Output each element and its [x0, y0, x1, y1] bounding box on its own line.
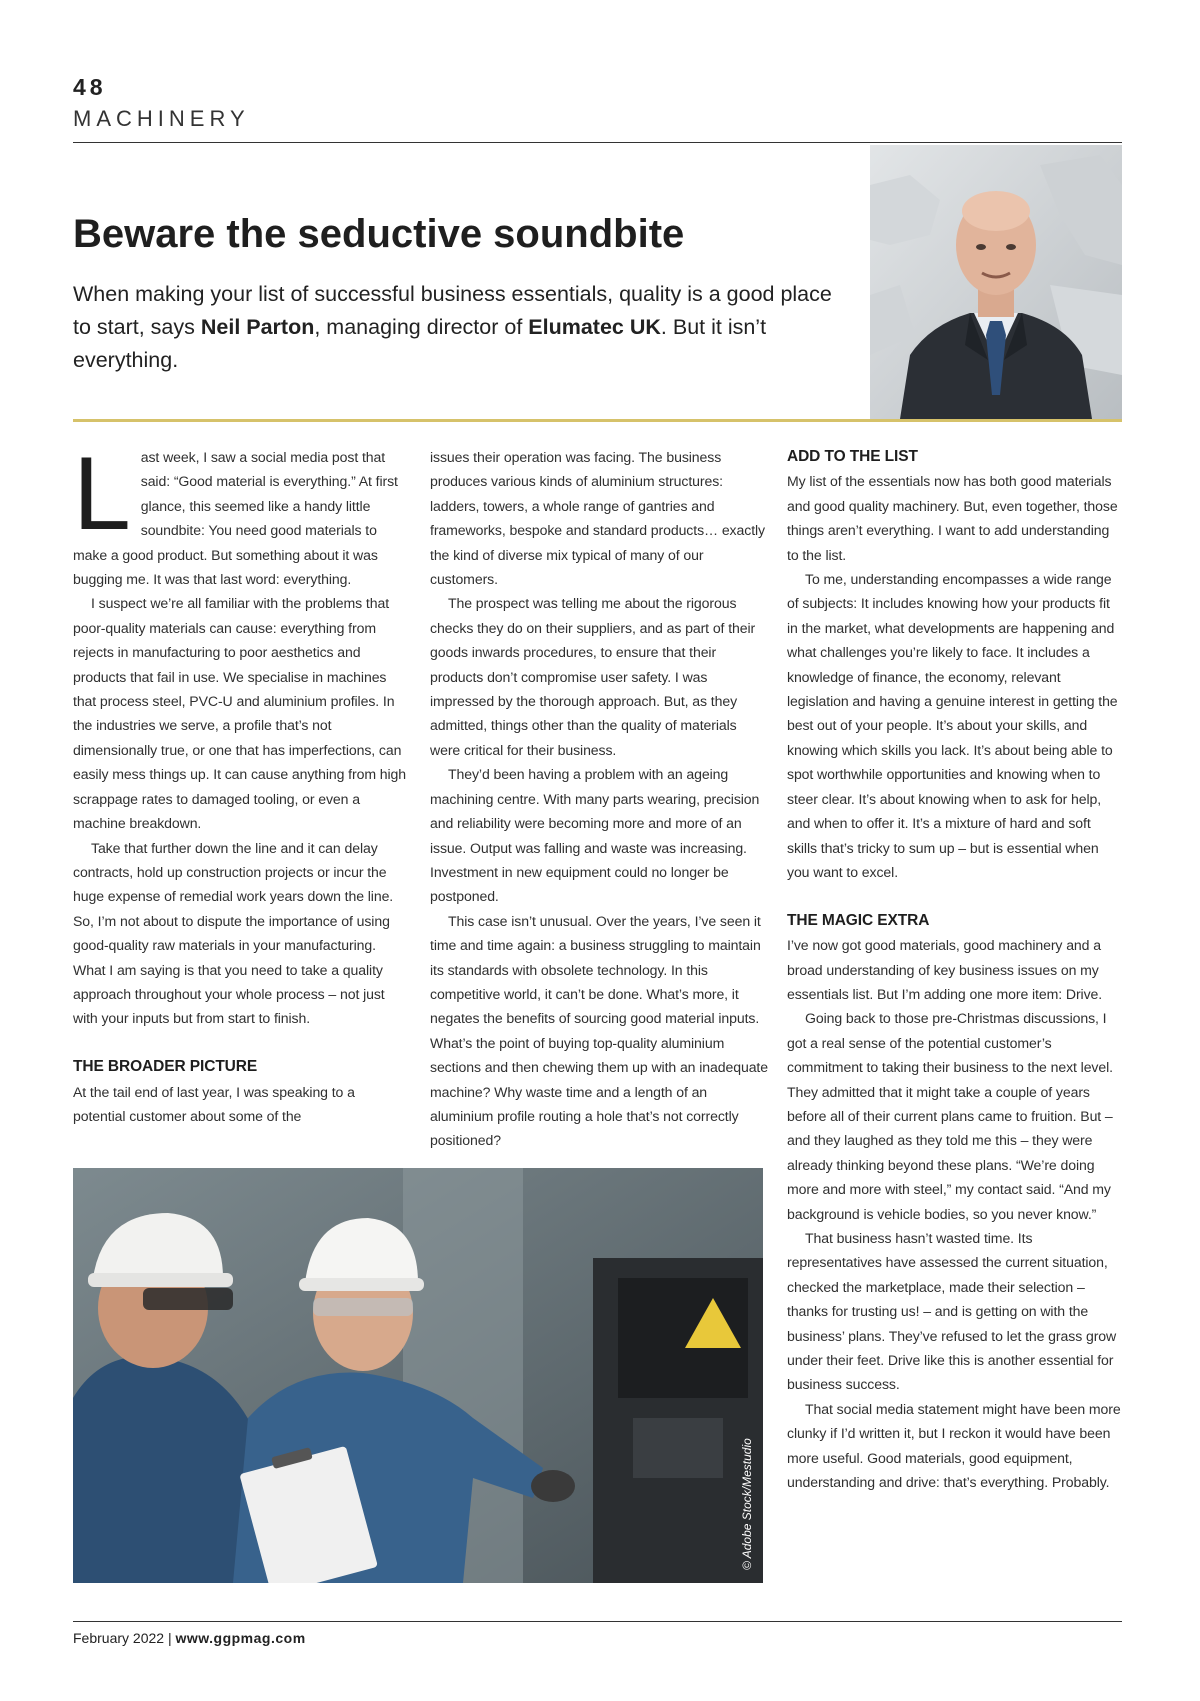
- footer: [73, 1630, 306, 1646]
- issue-date: February 2022: [73, 1630, 165, 1646]
- article-column-1: [73, 436, 409, 1128]
- paragraph: They’d been having a problem with an ageing machining centre. With many parts wearing, precision and reliability were becoming more and more of an issue. Output was falling and waste was increasing. Investment in new equipment could no longer be postponed.: [430, 766, 760, 905]
- page-number: 48: [73, 74, 107, 100]
- author-name: Neil Parton: [200, 315, 315, 339]
- header-divider: [73, 142, 1122, 143]
- paragraph: This case isn’t unusual. Over the years, I’ve seen it time and time again: a business struggling to maintain its standards with obsolete technology. In this competitive world, it can’t be done. What’s more, it negates the benefits of sourcing good material inputs. What’s the point of buying top-quality aluminium sections and then chewing them up with an inadequate machine? Why waste time and a length of an aluminium profile routing a hole that’s not correctly positioned?: [430, 912, 768, 1149]
- subheading-broader-picture: THE BROADER PICTURE: [73, 1058, 258, 1076]
- section-label: MACHINERY: [73, 106, 250, 131]
- standfirst-text-2: , managing director of: [314, 315, 529, 339]
- photo-credit: © Adobe Stock/Mestudio: [740, 1438, 754, 1570]
- paragraph: Take that further down the line and it can delay contracts, hold up construction projects or incur the huge expense of remedial work years down the line. So, I’m not about to dispute the importance of using good-quality raw materials in your manufacturing. What I am saying is that you need to take a quality approach throughout your whole process – not just with your inputs but from start to finish.: [73, 839, 394, 1027]
- article-photo: [73, 1168, 763, 1583]
- website-link[interactable]: www.ggpmag.com: [175, 1630, 306, 1646]
- author-portrait: [870, 145, 1122, 419]
- article-column-2: [430, 445, 768, 1153]
- paragraph: My list of the essentials now has both good materials and good quality machinery. But, even together, those things aren’t everything. I want to add understanding to the list.: [787, 473, 1118, 563]
- author-portrait-illustration: [870, 145, 1122, 419]
- paragraph: Going back to those pre-Christmas discussions, I got a real sense of the potential customer’s commitment to taking their business to the next level. They admitted that it might take a couple of years before all of their current plans came to fruition. But – and they laughed as they told me this – they were already thinking beyond these plans. “We’re doing more and more with steel,” my contact said. “And my background is vehicle bodies, so you never know.”: [787, 1010, 1113, 1222]
- workers-photo-illustration: [73, 1168, 763, 1583]
- paragraph: I’ve now got good materials, good machinery and a broad understanding of key business issues on my essentials list. But I’m adding one more item: Drive.: [787, 937, 1103, 1002]
- drop-cap: L: [73, 436, 131, 552]
- paragraph: That business hasn’t wasted time. Its representatives have assessed the current situation, checked the marketplace, made their selection – thanks for trusting us! – and is getting on with the business’ plans. They’ve refused to let the grass grow under their feet. Drive like this is another essential for business success.: [787, 1229, 1117, 1393]
- standfirst-text-3: . But it isn’t everything.: [73, 315, 767, 372]
- paragraph: That social media statement might have been more clunky if I’d written it, but I reckon it would have been more useful. Good materials, good equipment, understanding and drive: that’s everything. Probably.: [787, 1400, 1121, 1491]
- paragraph: The prospect was telling me about the rigorous checks they do on their suppliers, and as part of their goods inwards procedures, to ensure that their products don’t compromise user safety. I was impressed by the thorough approach. But, as they admitted, things other than the quality of materials were critical for their business.: [430, 595, 756, 758]
- paragraph: At the tail end of last year, I was speaking to a potential customer about some of the: [73, 1083, 355, 1124]
- paragraph: I suspect we’re all familiar with the problems that poor-quality materials can cause: everything from rejects in manufacturing to poor aesthetics and products that fail in use. We specialise in machines that process steel, PVC-U and aluminium profiles. In the industries we serve, a profile that’s not dimensionally true, or one that has imperfections, can easily mess things up. It can cause anything from high scrappage rates to damaged tooling, or even a machine breakdown.: [73, 595, 407, 832]
- company-name: Elumatec UK: [528, 315, 661, 339]
- footer-separator: |: [164, 1630, 176, 1646]
- article-headline: Beware the seductive soundbite: [73, 212, 685, 256]
- subheading-magic-extra: THE MAGIC EXTRA: [787, 911, 930, 929]
- standfirst-text-1: When making your list of successful business essentials, quality is a good place to start, says: [73, 282, 832, 339]
- paragraph-text: ast week, I saw a social media post that said: “Good material is everything.” At first glance, this seemed like a handy little soundbite: You need good materials to make a good product. But something about it was bugging me. It was that last word: everything.: [73, 449, 398, 588]
- paragraph: [73, 436, 409, 591]
- paragraph: To me, understanding encompasses a wide range of subjects: It includes knowing how your products fit in the market, what developments are happening and what challenges you’re likely to face. It includes a knowledge of finance, the economy, relevant legislation and having a genuine interest in getting the best out of your people. It’s about your skills, and knowing which skills you lack. It’s about being able to spot worthwhile opportunities and knowing when to steer clear. It’s about knowing when to ask for help, and when to offer it. It’s a mixture of hard and soft skills that’s tricky to sum up – but is essential when you want to excel.: [787, 571, 1118, 880]
- article-standfirst: [73, 278, 843, 377]
- accent-divider: [73, 419, 1122, 422]
- footer-divider: [73, 1621, 1122, 1622]
- subheading-add-to-the-list: ADD TO THE LIST: [787, 448, 918, 465]
- paragraph: issues their operation was facing. The business produces various kinds of aluminium structures: ladders, towers, a whole range of gantries and frameworks, bespoke and standard products… exactly the kind of diverse mix typical of many of our customers.: [430, 449, 765, 588]
- article-column-3: [787, 445, 1122, 1494]
